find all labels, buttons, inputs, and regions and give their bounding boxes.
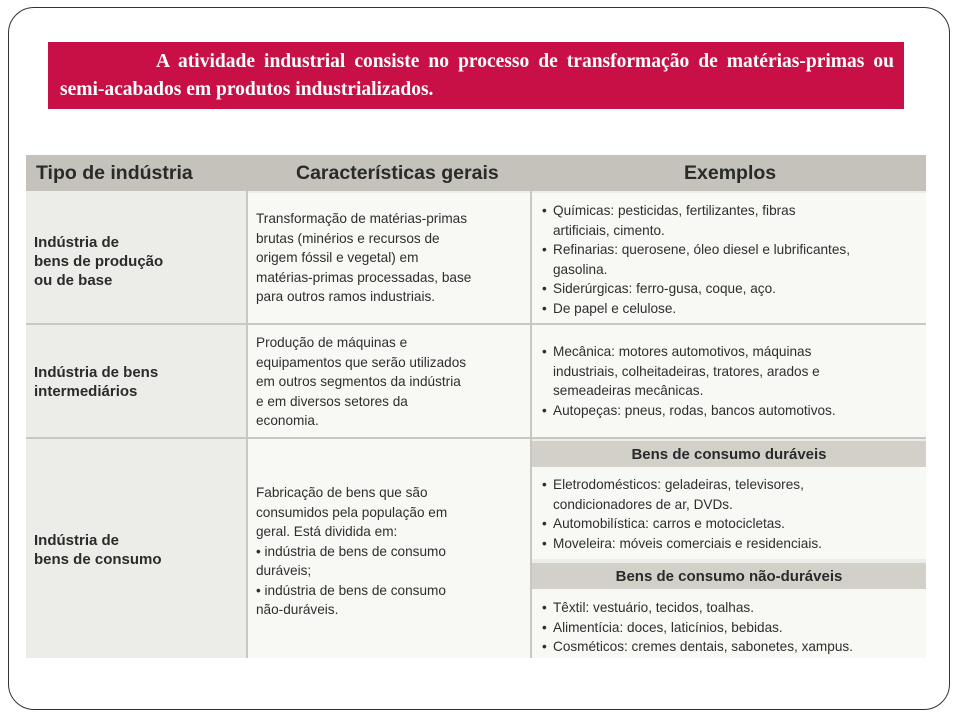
- grid-line: [26, 323, 926, 325]
- row-tipo: Indústria de bens intermediários: [34, 364, 159, 400]
- header-tipo: Tipo de indústria: [26, 155, 266, 191]
- row-caracteristicas: Produção de máquinas e equipamentos que serão utilizados em outros segmentos da indústria e em diversos setores da economia.: [256, 335, 467, 428]
- row-caracteristicas: Fabricação de bens que são consumidos pela população em geral. Está dividida em: • indústria de bens de consumo duráveis; • indústria de bens de consumo não-duráveis.: [256, 485, 448, 617]
- list-item: • Autopeças: pneus, rodas, bancos automotivos.: [542, 401, 836, 421]
- subhead-nao-duraveis: Bens de consumo não-duráveis: [532, 563, 926, 589]
- list-item: • Mecânica: motores automotivos, máquinas industriais, colheitadeiras, tratores, arados e semeadeiras mecânicas.: [542, 342, 836, 401]
- list-item: • Químicas: pesticidas, fertilizantes, fibras artificiais, cimento.: [542, 201, 850, 240]
- intro-banner: [48, 42, 904, 109]
- row-exemplos: [542, 342, 836, 420]
- intro-text: A atividade industrial consiste no processo de transformação de matérias-primas ou semi-acabados em produtos industrializados.: [60, 51, 894, 100]
- list-item: • Cosméticos: cremes dentais, sabonetes, xampus.: [542, 637, 853, 657]
- grid-line: [26, 437, 926, 439]
- industry-table: [26, 155, 926, 658]
- list-item: • Refinarias: querosene, óleo diesel e lubrificantes, gasolina.: [542, 240, 850, 279]
- list-item: • Siderúrgicas: ferro-gusa, coque, aço.: [542, 279, 850, 299]
- list-item: • Automobilística: carros e motocicletas.: [542, 514, 822, 534]
- list-item: • Alimentícia: doces, laticínios, bebidas.: [542, 618, 853, 638]
- header-exemplos: Exemplos: [532, 155, 926, 191]
- row-tipo: Indústria de bens de consumo: [34, 532, 162, 568]
- duraveis-list: [542, 475, 822, 553]
- subhead-duraveis: Bens de consumo duráveis: [532, 441, 926, 467]
- list-item: • De papel e celulose.: [542, 299, 850, 319]
- list-item: • Eletrodomésticos: geladeiras, televisores, condicionadores de ar, DVDs.: [542, 475, 822, 514]
- header-caracteristicas: Características gerais: [266, 155, 532, 191]
- grid-line: [246, 191, 248, 658]
- row-tipo: Indústria de bens de produção ou de base: [34, 234, 164, 289]
- row-exemplos: [542, 201, 850, 318]
- list-item: • Moveleira: móveis comerciais e residenciais.: [542, 534, 822, 554]
- row-caracteristicas: Transformação de matérias-primas brutas (minérios e recursos de origem fóssil e vegetal) em matérias-primas processadas, base para outros ramos industriais.: [256, 211, 472, 304]
- nao-duraveis-list: [542, 598, 853, 657]
- list-item: • Têxtil: vestuário, tecidos, toalhas.: [542, 598, 853, 618]
